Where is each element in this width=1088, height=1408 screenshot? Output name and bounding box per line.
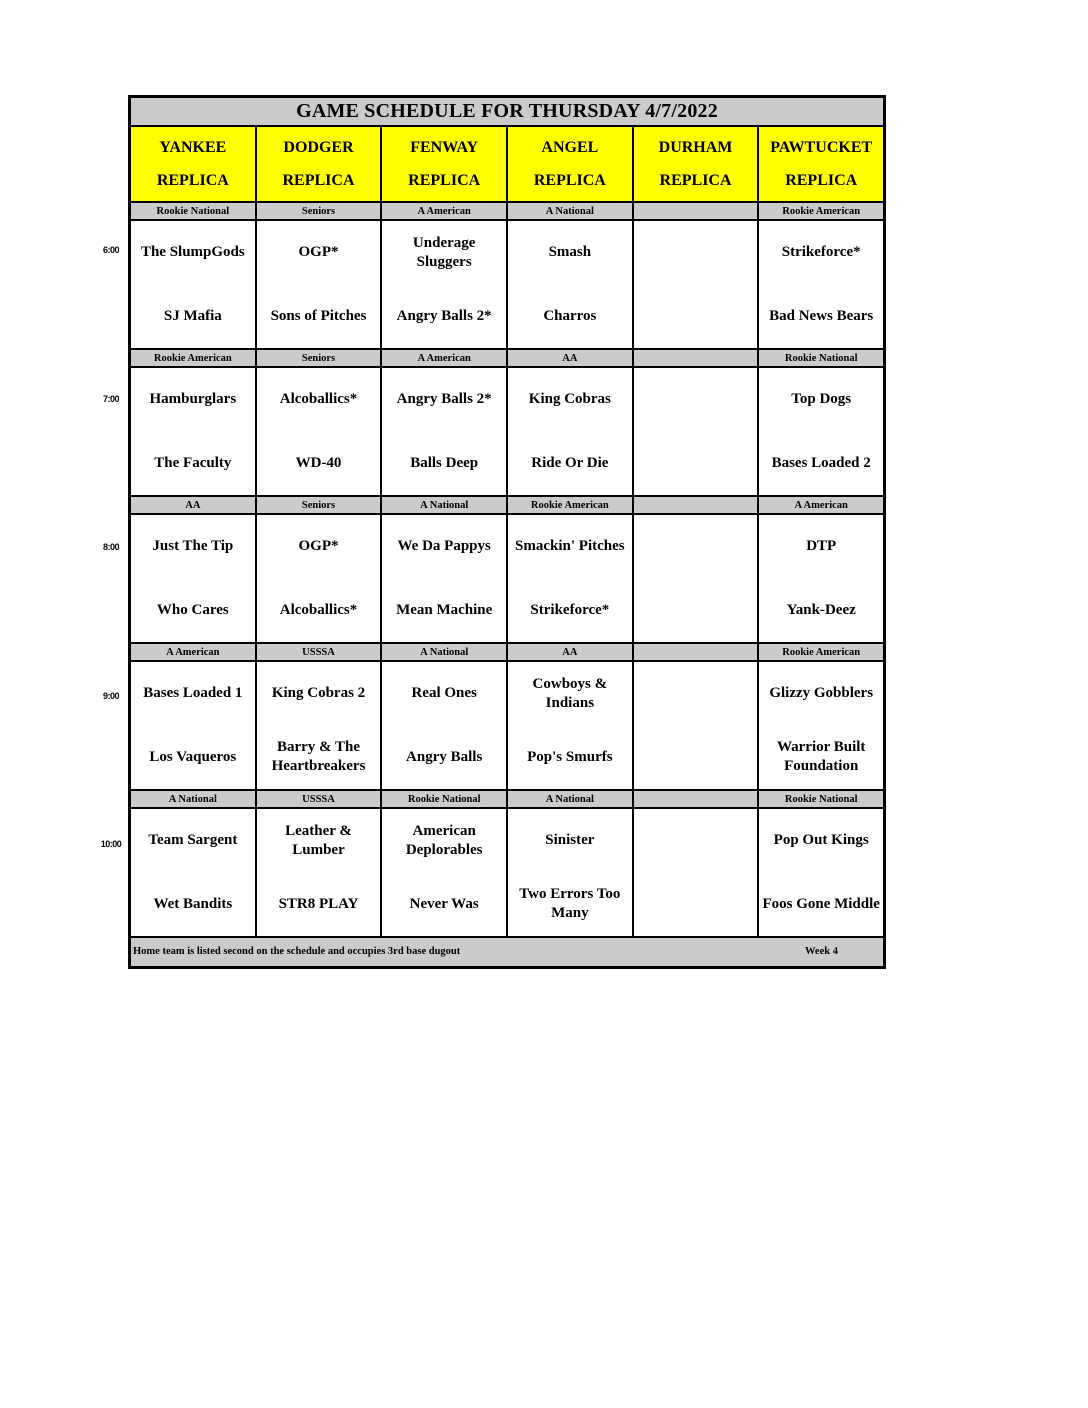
home-team: Mean Machine	[396, 601, 493, 618]
division-row	[131, 203, 883, 221]
game-cell	[257, 368, 383, 495]
game-cell	[257, 221, 383, 348]
game-cell	[131, 221, 257, 348]
away-team: Sinister	[545, 832, 595, 849]
home-team: STR8 PLAY	[278, 895, 359, 912]
division-label: AA	[508, 644, 634, 660]
home-team: Strikeforce*	[530, 601, 610, 618]
game-row	[131, 662, 883, 791]
schedule-footer	[131, 938, 883, 966]
division-label: A American	[382, 203, 508, 219]
home-team: Foos Gone Middle	[762, 895, 880, 912]
home-team: Never Was	[409, 895, 479, 912]
time-label-10: 10:00	[100, 839, 122, 849]
field-header	[257, 127, 383, 201]
away-team: Real Ones	[411, 685, 477, 702]
division-label	[634, 644, 760, 660]
game-cell	[257, 662, 383, 789]
division-label: Seniors	[257, 497, 383, 513]
home-team	[693, 285, 699, 349]
away-team: DTP	[806, 538, 837, 555]
game-cell	[759, 221, 883, 348]
game-cell	[508, 221, 634, 348]
division-label: Rookie American	[782, 646, 861, 658]
division-label: A National	[382, 644, 508, 660]
home-team: Warrior Built Foundation	[776, 739, 866, 775]
away-team: Glizzy Gobblers	[769, 685, 874, 702]
field-type: REPLICA	[533, 171, 606, 189]
game-cell	[634, 368, 760, 495]
game-cell	[759, 662, 883, 789]
home-team: SJ Mafia	[163, 307, 222, 324]
game-cell	[257, 809, 383, 936]
division-label: Rookie American	[782, 205, 861, 217]
game-cell	[508, 368, 634, 495]
division-label: A American	[382, 350, 508, 366]
home-team: Pop's Smurfs	[527, 748, 613, 765]
away-team: Alcoballics*	[279, 391, 358, 408]
game-cell	[634, 662, 760, 789]
away-team: Underage Sluggers	[412, 234, 476, 270]
game-row	[131, 809, 883, 938]
away-team: We Da Pappys	[397, 538, 491, 555]
field-header	[382, 127, 508, 201]
away-team: Leather & Lumber	[285, 822, 352, 858]
field-header	[759, 127, 883, 201]
home-team: Who Cares	[156, 601, 229, 618]
time-label-8: 8:00	[102, 542, 119, 552]
week-label: Week 4	[805, 946, 838, 957]
game-cell	[508, 809, 634, 936]
away-team: OGP*	[298, 244, 339, 261]
away-team: Angry Balls 2*	[396, 391, 492, 408]
home-team: Wet Bandits	[153, 895, 233, 912]
field-type: REPLICA	[408, 171, 481, 189]
division-row	[131, 644, 883, 662]
game-cell	[131, 368, 257, 495]
division-label: AA	[131, 497, 257, 513]
home-team: Angry Balls	[406, 748, 483, 765]
away-team: Strikeforce*	[781, 244, 861, 261]
home-team: WD-40	[295, 454, 342, 471]
home-team: Ride Or Die	[531, 454, 609, 471]
field-type: REPLICA	[785, 171, 858, 189]
division-label: Rookie American	[508, 497, 634, 513]
game-cell	[634, 515, 760, 642]
away-team	[693, 662, 699, 726]
home-team	[693, 873, 699, 937]
field-name: PAWTUCKET	[770, 138, 873, 156]
away-team: Smackin' Pitches	[515, 538, 625, 555]
division-label: USSSA	[257, 644, 383, 660]
division-row	[131, 791, 883, 809]
home-team	[693, 579, 699, 643]
division-label: Rookie National	[382, 791, 508, 807]
game-cell	[759, 515, 883, 642]
field-type: REPLICA	[156, 171, 229, 189]
home-team: Sons of Pitches	[270, 307, 367, 324]
field-header	[508, 127, 634, 201]
game-cell	[131, 515, 257, 642]
home-team: Alcoballics*	[279, 601, 358, 618]
home-team: Yank-Deez	[786, 601, 856, 618]
home-team: Charros	[543, 307, 597, 324]
away-team: The SlumpGods	[140, 244, 245, 261]
time-label-6: 6:00	[102, 245, 119, 255]
home-team: Angry Balls 2*	[396, 307, 492, 324]
field-name: DURHAM	[658, 138, 733, 156]
away-team	[693, 515, 699, 579]
division-label: AA	[508, 350, 634, 366]
away-team: Pop Out Kings	[773, 832, 869, 849]
home-team: Bad News Bears	[769, 307, 874, 324]
away-team: Cowboys & Indians	[532, 675, 608, 711]
division-label	[634, 791, 760, 807]
away-team: Hamburglars	[149, 391, 237, 408]
home-team: The Faculty	[154, 454, 232, 471]
division-label: Rookie National	[784, 793, 858, 805]
game-cell	[382, 809, 508, 936]
game-cell	[131, 809, 257, 936]
game-cell	[759, 368, 883, 495]
game-cell	[508, 662, 634, 789]
game-cell	[508, 515, 634, 642]
division-label	[634, 497, 760, 513]
field-header-row	[131, 127, 883, 203]
division-label: A National	[131, 791, 257, 807]
game-cell	[131, 662, 257, 789]
away-team	[693, 221, 699, 285]
division-row	[131, 497, 883, 515]
away-team: Team Sargent	[148, 832, 238, 849]
game-row	[131, 368, 883, 497]
division-row	[131, 350, 883, 368]
game-schedule-table	[128, 95, 886, 969]
game-cell	[382, 515, 508, 642]
away-team: King Cobras	[528, 391, 611, 408]
division-label: A National	[508, 203, 634, 219]
division-label: USSSA	[257, 791, 383, 807]
game-cell	[759, 809, 883, 936]
away-team: Bases Loaded 1	[143, 685, 243, 702]
field-type: REPLICA	[282, 171, 355, 189]
away-team: OGP*	[298, 538, 339, 555]
division-label: Seniors	[257, 350, 383, 366]
away-team: King Cobras 2	[271, 685, 366, 702]
home-team: Bases Loaded 2	[771, 454, 871, 471]
away-team	[693, 368, 699, 432]
division-label: A American	[131, 644, 257, 660]
home-team: Barry & The Heartbreakers	[271, 739, 366, 775]
game-cell	[382, 662, 508, 789]
home-team: Balls Deep	[410, 454, 479, 471]
field-name: ANGEL	[541, 138, 599, 156]
division-label	[634, 203, 760, 219]
home-team: Two Errors Too Many	[519, 886, 621, 922]
field-header	[131, 127, 257, 201]
away-team	[693, 809, 699, 873]
field-type: REPLICA	[659, 171, 732, 189]
schedule-title: GAME SCHEDULE FOR THURSDAY 4/7/2022	[131, 98, 883, 127]
away-team: Top Dogs	[791, 391, 852, 408]
game-cell	[634, 809, 760, 936]
time-label-7: 7:00	[102, 394, 119, 404]
home-team	[693, 726, 699, 790]
division-label	[634, 350, 760, 366]
home-team-note: Home team is listed second on the schedule and occupies 3rd base dugout	[133, 946, 461, 957]
home-team	[693, 432, 699, 496]
division-label: A American	[794, 499, 848, 511]
field-name: FENWAY	[410, 138, 479, 156]
away-team: American Deplorables	[405, 822, 483, 858]
division-label: Rookie National	[784, 352, 858, 364]
division-label: Seniors	[257, 203, 383, 219]
division-label: A National	[508, 791, 634, 807]
home-team: Los Vaqueros	[149, 748, 237, 765]
division-label: A National	[382, 497, 508, 513]
field-name: DODGER	[283, 138, 354, 156]
game-cell	[382, 368, 508, 495]
game-cell	[257, 515, 383, 642]
division-label: Rookie American	[131, 350, 257, 366]
game-row	[131, 515, 883, 644]
field-name: YANKEE	[159, 138, 227, 156]
game-cell	[634, 221, 760, 348]
away-team: Just The Tip	[152, 538, 234, 555]
division-label: Rookie National	[131, 203, 257, 219]
time-label-9: 9:00	[102, 691, 119, 701]
away-team: Smash	[548, 244, 592, 261]
game-cell	[382, 221, 508, 348]
field-header	[634, 127, 760, 201]
game-row	[131, 221, 883, 350]
